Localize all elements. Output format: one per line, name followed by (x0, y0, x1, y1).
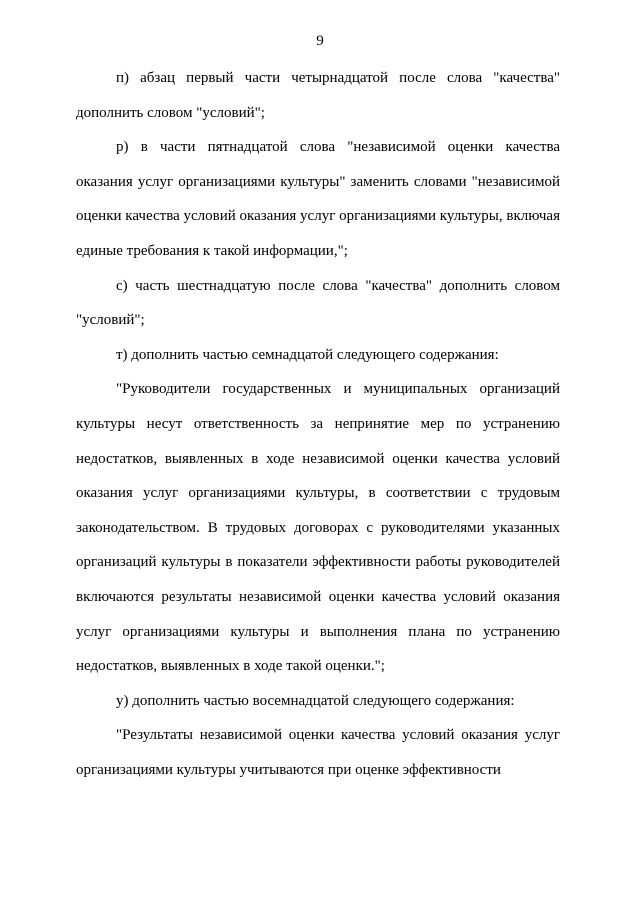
paragraph-u: у) дополнить частью восемнадцатой следующего содержания: (116, 692, 515, 709)
paragraph-quote-results: "Результаты независимой оценки качества условий оказания услуг организациями культуры учитываются при оценке эффективности (76, 727, 560, 778)
paragraph-s: с) часть шестнадцатую после слова "качества" дополнить словом "условий"; (76, 277, 560, 329)
paragraph-p: п) абзац первый части четырнадцатой после слова "качества" дополнить словом "условий"; (76, 70, 560, 121)
page-number: 9 (316, 33, 324, 49)
document-body (76, 61, 560, 787)
paragraph-quote-heads: "Руководители государственных и муниципальных организаций культуры несут ответственность за непринятие мер по устранению недостатков, выявленных в ходе независимой оценки качества условий оказания услуг организациями культуры, в соответствии с трудовым законодательством. В трудовых договорах с руководителями указанных организаций культуры в показатели эффективности работы руководителей включаются результаты независимой оценки качества условий оказания услуг организациями культуры и выполнения плана по устранению недостатков, выявленных в ходе такой оценки."; (76, 381, 560, 675)
paragraph-t: т) дополнить частью семнадцатой следующего содержания: (116, 346, 499, 363)
paragraph-r: р) в части пятнадцатой слова "независимой оценки качества оказания услуг организациями культуры" заменить словами "независимой оценки качества условий оказания услуг организациями культуры, включая единые требования к такой информации,"; (76, 139, 560, 259)
